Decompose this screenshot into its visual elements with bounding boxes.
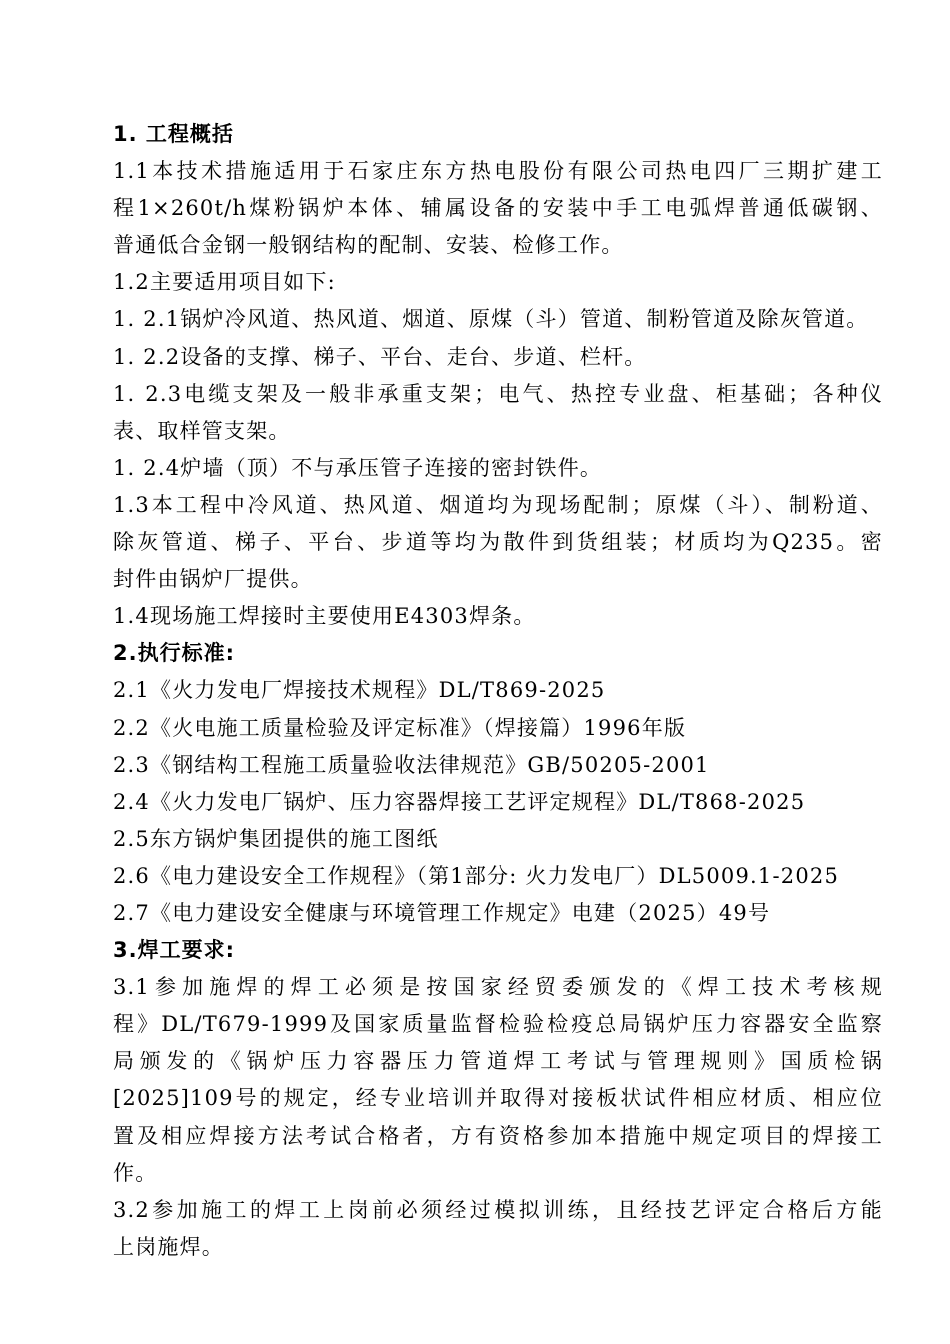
section-heading-2: 2.执行标准: [113, 641, 235, 666]
standard-item: 2.4《火力发电厂锅炉、压力容器焊接工艺评定规程》DL/T868-2025 [113, 789, 806, 814]
paragraph-3-2-line-1: 3.2参加施工的焊工上岗前必须经过模拟训练，且经技艺评定合格后方能 [113, 1197, 883, 1222]
paragraph-1-2: 1.2主要适用项目如下: [113, 270, 336, 295]
paragraph-1-3-line-2: 除灰管道、梯子、平台、步道等均为散件到货组装；材质均为Q235。密 [113, 530, 883, 555]
paragraph-3-1-line-4: [2025]109号的规定，经专业培训并取得对接板状试件相应材质、相应位 [113, 1086, 883, 1111]
paragraph-1-1-line-1: 1.1本技术措施适用于石家庄东方热电股份有限公司热电四厂三期扩建工 [113, 159, 883, 184]
paragraph-1-2-3-line-2: 表、取样管支架。 [113, 418, 291, 443]
paragraph-3-1-line-1: 3.1参加施焊的焊工必须是按国家经贸委颁发的《焊工技术考核规 [113, 975, 883, 1000]
paragraph-1-3-line-3: 封件由锅炉厂提供。 [113, 567, 313, 592]
paragraph-3-2-line-2: 上岗施焊。 [113, 1234, 224, 1259]
paragraph-1-3-line-1: 1.3本工程中冷风道、热风道、烟道均为现场配制；原煤（斗）、制粉道、 [113, 492, 883, 517]
section-heading-1: 1. 工程概括 [113, 122, 234, 146]
standard-item: 2.2《火电施工质量检验及评定标准》（焊接篇）1996年版 [113, 715, 687, 740]
paragraph-3-1-line-2: 程》DL/T679-1999及国家质量监督检验检疫总局锅炉压力容器安全监察 [113, 1012, 883, 1037]
standard-item: 2.5东方锅炉集团提供的施工图纸 [113, 826, 439, 851]
document-page [113, 116, 883, 1266]
paragraph-1-2-4: 1. 2.4炉墙（顶）不与承压管子连接的密封铁件。 [113, 455, 603, 480]
paragraph-1-4: 1.4现场施工焊接时主要使用E4303焊条。 [113, 604, 536, 629]
section-heading-3: 3.焊工要求: [113, 938, 235, 963]
standard-item: 2.7《电力建设安全健康与环境管理工作规定》电建（2025）49号 [113, 900, 771, 925]
standard-item: 2.6《电力建设安全工作规程》（第1部分: 火力发电厂）DL5009.1-2025 [113, 863, 840, 888]
paragraph-1-2-2: 1. 2.2设备的支撑、梯子、平台、走台、步道、栏杆。 [113, 344, 647, 369]
paragraph-1-2-3-line-1: 1. 2.3电缆支架及一般非承重支架；电气、热控专业盘、柜基础；各种仪 [113, 381, 883, 406]
paragraph-3-1-line-3: 局颁发的《锅炉压力容器压力管道焊工考试与管理规则》国质检锅 [113, 1049, 883, 1074]
standard-item: 2.1《火力发电厂焊接技术规程》DL/T869-2025 [113, 678, 606, 703]
paragraph-1-1-line-3: 普通低合金钢一般钢结构的配制、安装、检修工作。 [113, 233, 624, 258]
paragraph-1-2-1: 1. 2.1锅炉冷风道、热风道、烟道、原煤（斗）管道、制粉管道及除灰管道。 [113, 307, 869, 332]
paragraph-3-1-line-5: 置及相应焊接方法考试合格者，方有资格参加本措施中规定项目的焊接工 [113, 1123, 883, 1148]
standard-item: 2.3《钢结构工程施工质量验收法律规范》GB/50205-2001 [113, 752, 710, 777]
paragraph-1-1-line-2: 程1×260t/h煤粉锅炉本体、辅属设备的安装中手工电弧焊普通低碳钢、 [113, 196, 883, 221]
paragraph-3-1-line-6: 作。 [113, 1160, 158, 1185]
